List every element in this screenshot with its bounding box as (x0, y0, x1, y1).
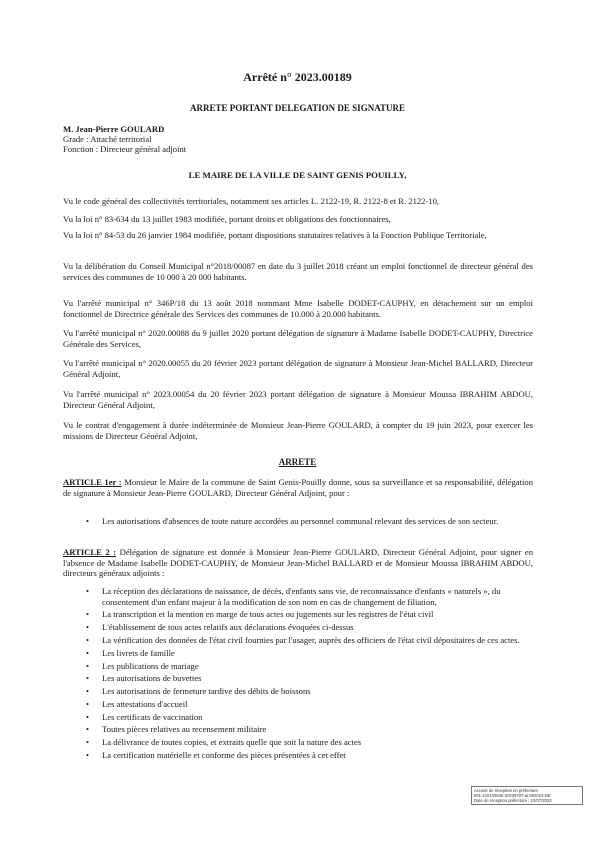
article-2-text: Délégation de signature est donnée à Monsieur Jean-Pierre GOULARD, Directeur Général Adjoint, pour signer en l'absence de Madame Isabelle DODET-CAUPHY, de Monsieur Jean-Michel BALLARD et de Monsieur Moussa IBRAHIM ABDOU, directeurs généraux adjoints : (63, 547, 533, 579)
delegate-grade: Grade : Attaché territorial (63, 134, 152, 145)
visa-paragraph: Vu la délibération du Conseil Municipal n°2018/00087 en date du 3 juillet 2018 créant un emploi fonctionnel de directeur général des services des communes de 10 000 à 20 000 habitants. (63, 261, 533, 282)
maire-heading: LE MAIRE DE LA VILLE DE SAINT GENIS POUILLY, (188, 170, 407, 180)
visa-paragraph: Vu la loi n° 83-634 du 13 juillet 1983 modifiée, portant droits et obligations des fonctionnaires, (63, 214, 391, 224)
visa-paragraph: Vu l'arrêté municipal n° 2020.00088 du 9 juillet 2020 portant délégation de signature à Madame Isabelle DODET-CAUPHY, Directrice Générale des Services, (63, 328, 533, 349)
article-2-list (86, 586, 536, 763)
stamp-line: 001-210103545-20230707-ar.892023-DE (474, 793, 551, 799)
list-item: • Les autorisations de fermeture tardive des débits de boissons (86, 686, 536, 697)
delegate-block (63, 124, 186, 155)
visa-paragraph: Vu le contrat d'engagement à durée indéterminée de Monsieur Jean-Pierre GOULARD, à compter du 19 juin 2023, pour exercer les missions de Directeur Général Adjoint, (63, 420, 533, 441)
list-item: • La délivrance de toutes copies, et extraits quelle que soit la nature des actes (86, 737, 536, 748)
delegate-fonction: Fonction : Directeur général adjoint (63, 144, 187, 155)
list-item: • La certification matérielle et conforme des pièces présentées à cet effet (86, 750, 536, 761)
document-subtitle: ARRETE PORTANT DELEGATION DE SIGNATURE (189, 103, 406, 113)
article-1 (63, 477, 533, 498)
bullet-icon: • (86, 516, 90, 526)
visa-paragraph: Vu la loi n° 84-53 du 26 janvier 1984 modifiée, portant dispositions statutaires relatives à la Fonction Publique Territoriale, (63, 230, 487, 240)
article-1-text: Monsieur le Maire de la commune de Saint Genis-Pouilly donne, sous sa surveillance et sa responsabilité, délégation de signature à Monsieur Jean-Pierre GOULARD, Directeur Général Adjoint, pour : (63, 477, 533, 498)
article-2 (63, 547, 533, 579)
list-item: • Les certificats de vaccination (86, 712, 536, 723)
list-item: • La réception des déclarations de naissance, de décès, d'enfants sans vie, de reconnaissance d'enfants « naturels », du consentement d'un enfant majeur à la modification de son nom en cas de changement de filiation, (86, 586, 536, 607)
stamp-line: Accusé de réception en préfecture (474, 788, 538, 793)
list-item: • Toutes pièces relatives au recensement militaire (86, 724, 536, 735)
article-1-bullet-text: Les autorisations d'absences de toute nature accordées au personnel communal relevant des services de son secteur. (102, 516, 499, 526)
visa-paragraph: Vu l'arrêté municipal n° 2020.00055 du 20 février 2023 portant délégation de signature à Monsieur Jean-Michel BALLARD, Directeur Général Adjoint, (63, 358, 533, 379)
delegate-name: M. Jean-Pierre GOULARD (63, 124, 165, 134)
list-item: • L'établissement de tous actes relatifs aux déclarations évoquées ci-dessus (86, 622, 536, 633)
arrete-heading: ARRETE (278, 457, 317, 467)
list-item: • Les publications de mariage (86, 661, 536, 672)
article-1-bullet (86, 516, 526, 527)
visa-paragraph: Vu l'arrêté municipal n° 2023.00054 du 20 février 2023 portant délégation de signature à Monsieur Moussa IBRAHIM ABDOU, Directeur Général Adjoint, (63, 389, 533, 410)
list-item: • Les attestations d'accueil (86, 699, 536, 710)
stamp-line: Date de réception préfecture : 12/07/2023 (474, 798, 552, 804)
list-item: • Les livrets de famille (86, 648, 536, 659)
visa-paragraph: Vu le code général des collectivités territoriales, notamment ses articles L. 2122-19, R. 2122-8 et R. 2122-10, (63, 196, 440, 206)
list-item: • Les autorisations de buvettes (86, 673, 536, 684)
visa-paragraph: Vu l'arrêté municipal n° 346P/18 du 13 août 2018 nommant Mme Isabelle DODET-CAUPHY, en détachement sur un emploi fonctionnel de Directrice générale des Services des communes de 10.000 à 20.000 habitants. (63, 298, 533, 319)
list-item: • La vérification des données de l'état civil fournies par l'usager, auprès des officiers de l'état civil dépositaires de ces actes. (86, 635, 536, 646)
list-item: • La transcription et la mention en marge de tous actes ou jugements sur les registres de l'état civil (86, 609, 536, 620)
article-2-label: ARTICLE 2 : (63, 547, 117, 557)
page-title: Arrêté n° 2023.00189 (243, 70, 352, 84)
prefecture-receipt-stamp (471, 786, 583, 805)
article-1-label: ARTICLE 1er : (63, 477, 122, 487)
